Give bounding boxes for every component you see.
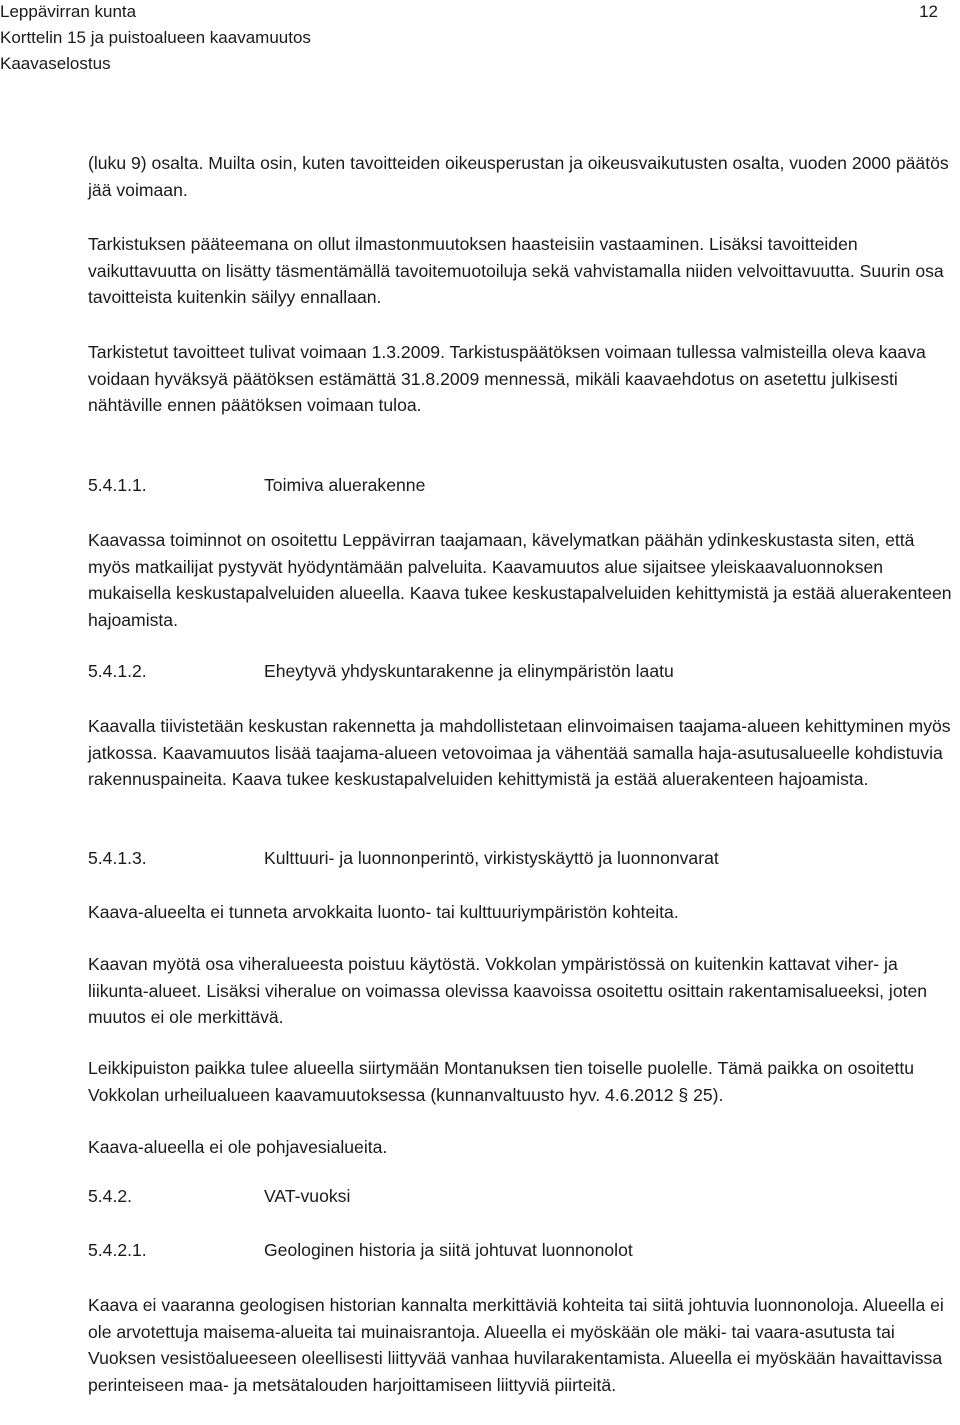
section-number: 5.4.2. <box>88 1186 133 1206</box>
section-heading-5-4-1-2 <box>88 658 674 685</box>
paragraph-groundwater: Kaava-alueella ei ole pohjavesialueita. <box>88 1137 388 1157</box>
section-heading-5-4-2 <box>88 1183 350 1210</box>
section-heading-5-4-2-1 <box>88 1237 633 1264</box>
section-heading-5-4-1-3 <box>88 845 719 872</box>
section-number: 5.4.1.2. <box>88 661 147 681</box>
paragraph-intro: (luku 9) osalta. Muilta osin, kuten tavoitteiden oikeusperustan ja oikeusvaikutusten osalta, vuoden 2000 päätös jää voimaan. <box>88 153 949 200</box>
paragraph-heritage: Kaava-alueelta ei tunneta arvokkaita luonto- tai kulttuuriympäristön kohteita. <box>88 902 679 922</box>
paragraph-green-areas: Kaavan myötä osa viheralueesta poistuu käytöstä. Vokkolan ympäristössä on kuitenkin kattavat viher- ja liikunta-alueet. Lisäksi viheralue on voimassa olevissa kaavoissa osoitettu osittain rakentamisalueeksi, joten muutos ei ole merkittävä. <box>88 954 928 1028</box>
paragraph-community-structure: Kaavalla tiivistetään keskustan rakennetta ja mahdollistetaan elinvoimaisen taajama-alueen kehittyminen myös jatkossa. Kaavamuutos lisää taajama-alueen vetovoimaa ja vähentää samalla haja-asutusalueelle kohdistuvia rakennuspaineita. Kaava tukee keskustapalveluiden kehittymistä ja estää aluerakenteen hajoamista. <box>88 716 951 790</box>
paragraph-playground: Leikkipuiston paikka tulee alueella siirtymään Montanuksen tien toiselle puolelle. Tämä paikka on osoitettu Vokkolan urheilualueen kaavamuutoksessa (kunnanvaltuusto hyv. 4.6.2012 § 25). <box>88 1058 915 1105</box>
paragraph-regional-structure: Kaavassa toiminnot on osoitettu Leppävirran taajamaan, kävelymatkan päähän ydinkeskustasta siten, että myös matkailijat pystyvät hyödyntämään palveluita. Kaavamuutos alue sijaitsee yleiskaavaluonnoksen mukaisella keskustapalveluiden alueella. Kaava tukee keskustapalveluiden kehittymistä ja estää aluerakenteen hajoamista. <box>88 530 952 630</box>
section-heading-5-4-1-1 <box>88 472 425 499</box>
paragraph-review-theme: Tarkistuksen pääteemana on ollut ilmastonmuutoksen haasteisiin vastaaminen. Lisäksi tavoitteiden vaikuttavuutta on lisätty täsmentämällä tavoitemuotoiluja sekä vahvistamalla niiden velvoittavuutta. Suurin osa tavoitteista kuitenkin säilyy ennallaan. <box>88 234 944 308</box>
section-title: Toimiva aluerakenne <box>264 475 426 495</box>
section-title: VAT-vuoksi <box>264 1186 351 1206</box>
section-number: 5.4.1.1. <box>88 475 147 495</box>
header-document-type: Kaavaselostus <box>0 54 111 73</box>
header-plan-name: Korttelin 15 ja puistoalueen kaavamuutos <box>0 28 311 47</box>
section-title: Geologinen historia ja siitä johtuvat luonnonolot <box>264 1240 633 1260</box>
section-number: 5.4.1.3. <box>88 848 147 868</box>
page-number: 12 <box>919 2 938 21</box>
header-municipality: Leppävirran kunta <box>0 2 137 21</box>
paragraph-review-effective: Tarkistetut tavoitteet tulivat voimaan 1.3.2009. Tarkistuspäätöksen voimaan tullessa valmisteilla oleva kaava voidaan hyväksyä päätöksen estämättä 31.8.2009 mennessä, mikäli kaavaehdotus on asetettu julkisesti nähtäville ennen päätöksen voimaan tuloa. <box>88 342 926 416</box>
section-title: Kulttuuri- ja luonnonperintö, virkistyskäyttö ja luonnonvarat <box>264 848 719 868</box>
section-title: Eheytyvä yhdyskuntarakenne ja elinympäristön laatu <box>264 661 674 681</box>
paragraph-geology: Kaava ei vaaranna geologisen historian kannalta merkittäviä kohteita tai siitä johtuvia luonnonoloja. Alueella ei ole arvotettuja maisema-alueita tai muinaisrantoja. Alueella ei myöskään ole mäki- tai vaara-asutusta tai Vuoksen vesistöalueeseen oleellisesti liittyvää vanhaa huvilarakentamista. Alueella ei myöskään havaittavissa perinteiseen maa- ja metsätalouden harjoittamiseen liittyviä piirteitä. <box>88 1295 944 1395</box>
section-number: 5.4.2.1. <box>88 1240 147 1260</box>
